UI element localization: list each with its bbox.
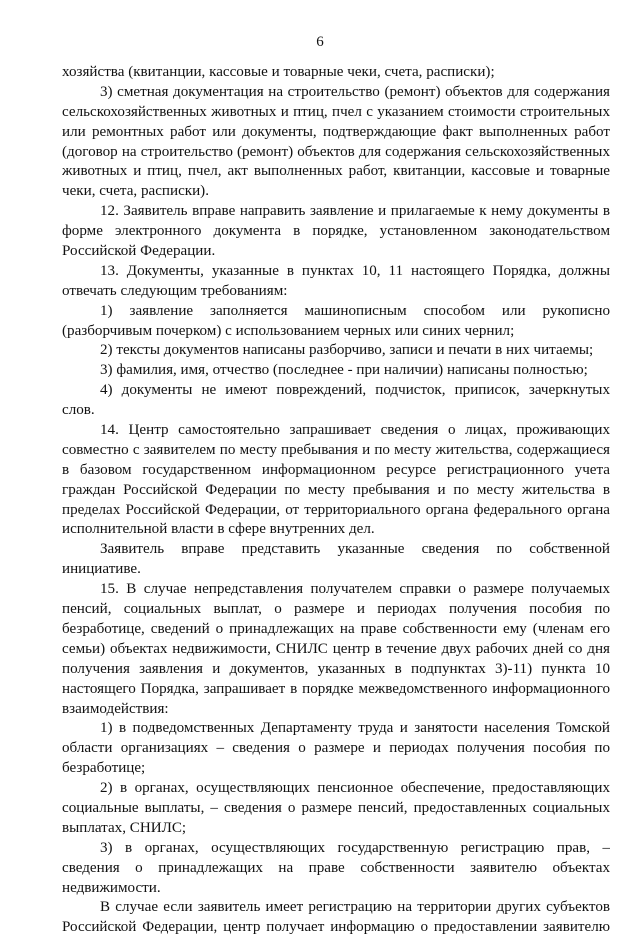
- text-line: безработице;: [62, 760, 146, 777]
- text-line: исполнительной власти в сфере внутренних дел.: [62, 521, 375, 538]
- text-line: (разборчивым почерком) с использованием черных или синих чернил;: [62, 322, 515, 339]
- text-line: или ремонтных работ или документы, подтверждающие факт выполненных работ: [62, 123, 610, 140]
- text-line: в базовом государственном информационном ресурсе регистрационного учета: [62, 461, 610, 478]
- text-line: выплатах, СНИЛС;: [62, 819, 187, 836]
- text-line: 3) сметная документация на строительство (ремонт) объектов для содержания: [100, 83, 610, 100]
- text-line: форме электронного документа в порядке, установленном законодательством: [62, 223, 610, 240]
- text-line: Российской Федерации, центр получает информацию о предоставлении заявителю: [62, 919, 610, 936]
- text-line: 14. Центр самостоятельно запрашивает сведения о лицах, проживающих: [100, 422, 610, 439]
- text-line: получения заявления и документов, указанных в подпунктах 3)-11) пункта 10: [62, 660, 610, 677]
- text-line: 3) фамилия, имя, отчество (последнее - при наличии) написаны полностью;: [100, 362, 588, 379]
- text-line: инициативе.: [62, 561, 141, 578]
- text-line: отвечать следующим требованиям:: [62, 282, 288, 299]
- text-line: области организациях – сведения о размере и периодах получения пособия по: [62, 740, 610, 757]
- text-line: 1) заявление заполняется машинописным способом или рукописно: [100, 302, 610, 319]
- document-body: [62, 63, 610, 938]
- text-line: 1) в подведомственных Департаменту труда и занятости населения Томской: [100, 720, 610, 737]
- text-line: сельскохозяйственных животных и птиц, пчел с указанием стоимости строительных: [62, 103, 610, 120]
- text-line: социальные выплаты, – сведения о размере пенсий, предоставленных социальных: [62, 799, 610, 816]
- text-line: Российской Федерации.: [62, 243, 216, 260]
- text-line: (договор на строительство (ремонт) объектов для содержания сельскохозяйственных: [62, 143, 610, 160]
- text-line: совместно с заявителем по месту пребывания и по месту жительства, содержащиеся: [62, 441, 610, 458]
- text-line: безработице, сведений о принадлежащих на праве собственности ему (членам его: [62, 620, 610, 637]
- text-line: животных и птиц, пчел, акт выполненных работ, квитанции, кассовые и товарные: [62, 163, 610, 180]
- text-line: пределах Российской Федерации, от территориального органа федерального органа: [62, 501, 610, 518]
- text-line: В случае если заявитель имеет регистрацию на территории других субъектов: [100, 899, 610, 916]
- text-line: Заявитель вправе представить указанные сведения по собственной: [100, 541, 610, 558]
- text-line: чеки, счета, расписки).: [62, 183, 209, 200]
- text-line: 12. Заявитель вправе направить заявление и прилагаемые к нему документы в: [100, 203, 610, 220]
- text-line: 2) в органах, осуществляющих пенсионное обеспечение, предоставляющих: [100, 780, 610, 797]
- text-line: 2) тексты документов написаны разборчиво, записи и печати в них читаемы;: [100, 342, 594, 359]
- text-line: настоящего Порядка, запрашивает в порядке межведомственного информационного: [62, 680, 610, 697]
- text-line: 3) в органах, осуществляющих государственную регистрацию прав, –: [100, 839, 610, 856]
- page-number: 6: [316, 34, 324, 50]
- text-line: недвижимости.: [62, 879, 161, 896]
- text-line: хозяйства (квитанции, кассовые и товарные чеки, счета, расписки);: [62, 64, 495, 80]
- text-line: сведения о принадлежащих на праве собственности заявителю объектах: [62, 859, 610, 876]
- text-line: пенсий, социальных выплат, о размере и периодах получения пособия по: [62, 601, 610, 618]
- text-line: граждан Российской Федерации по месту пребывания и по месту жительства в: [62, 481, 610, 498]
- text-line: семьи) объектах недвижимости, СНИЛС центр в течение двух рабочих дней со дня: [62, 640, 610, 657]
- text-line: слов.: [62, 402, 95, 419]
- text-line: 13. Документы, указанные в пунктах 10, 11 настоящего Порядка, должны: [100, 262, 610, 279]
- text-line: 4) документы не имеют повреждений, подчисток, приписок, зачеркнутых: [100, 382, 610, 399]
- text-line: 15. В случае непредставления получателем справки о размере получаемых: [100, 581, 610, 598]
- text-line: взаимодействия:: [62, 700, 169, 717]
